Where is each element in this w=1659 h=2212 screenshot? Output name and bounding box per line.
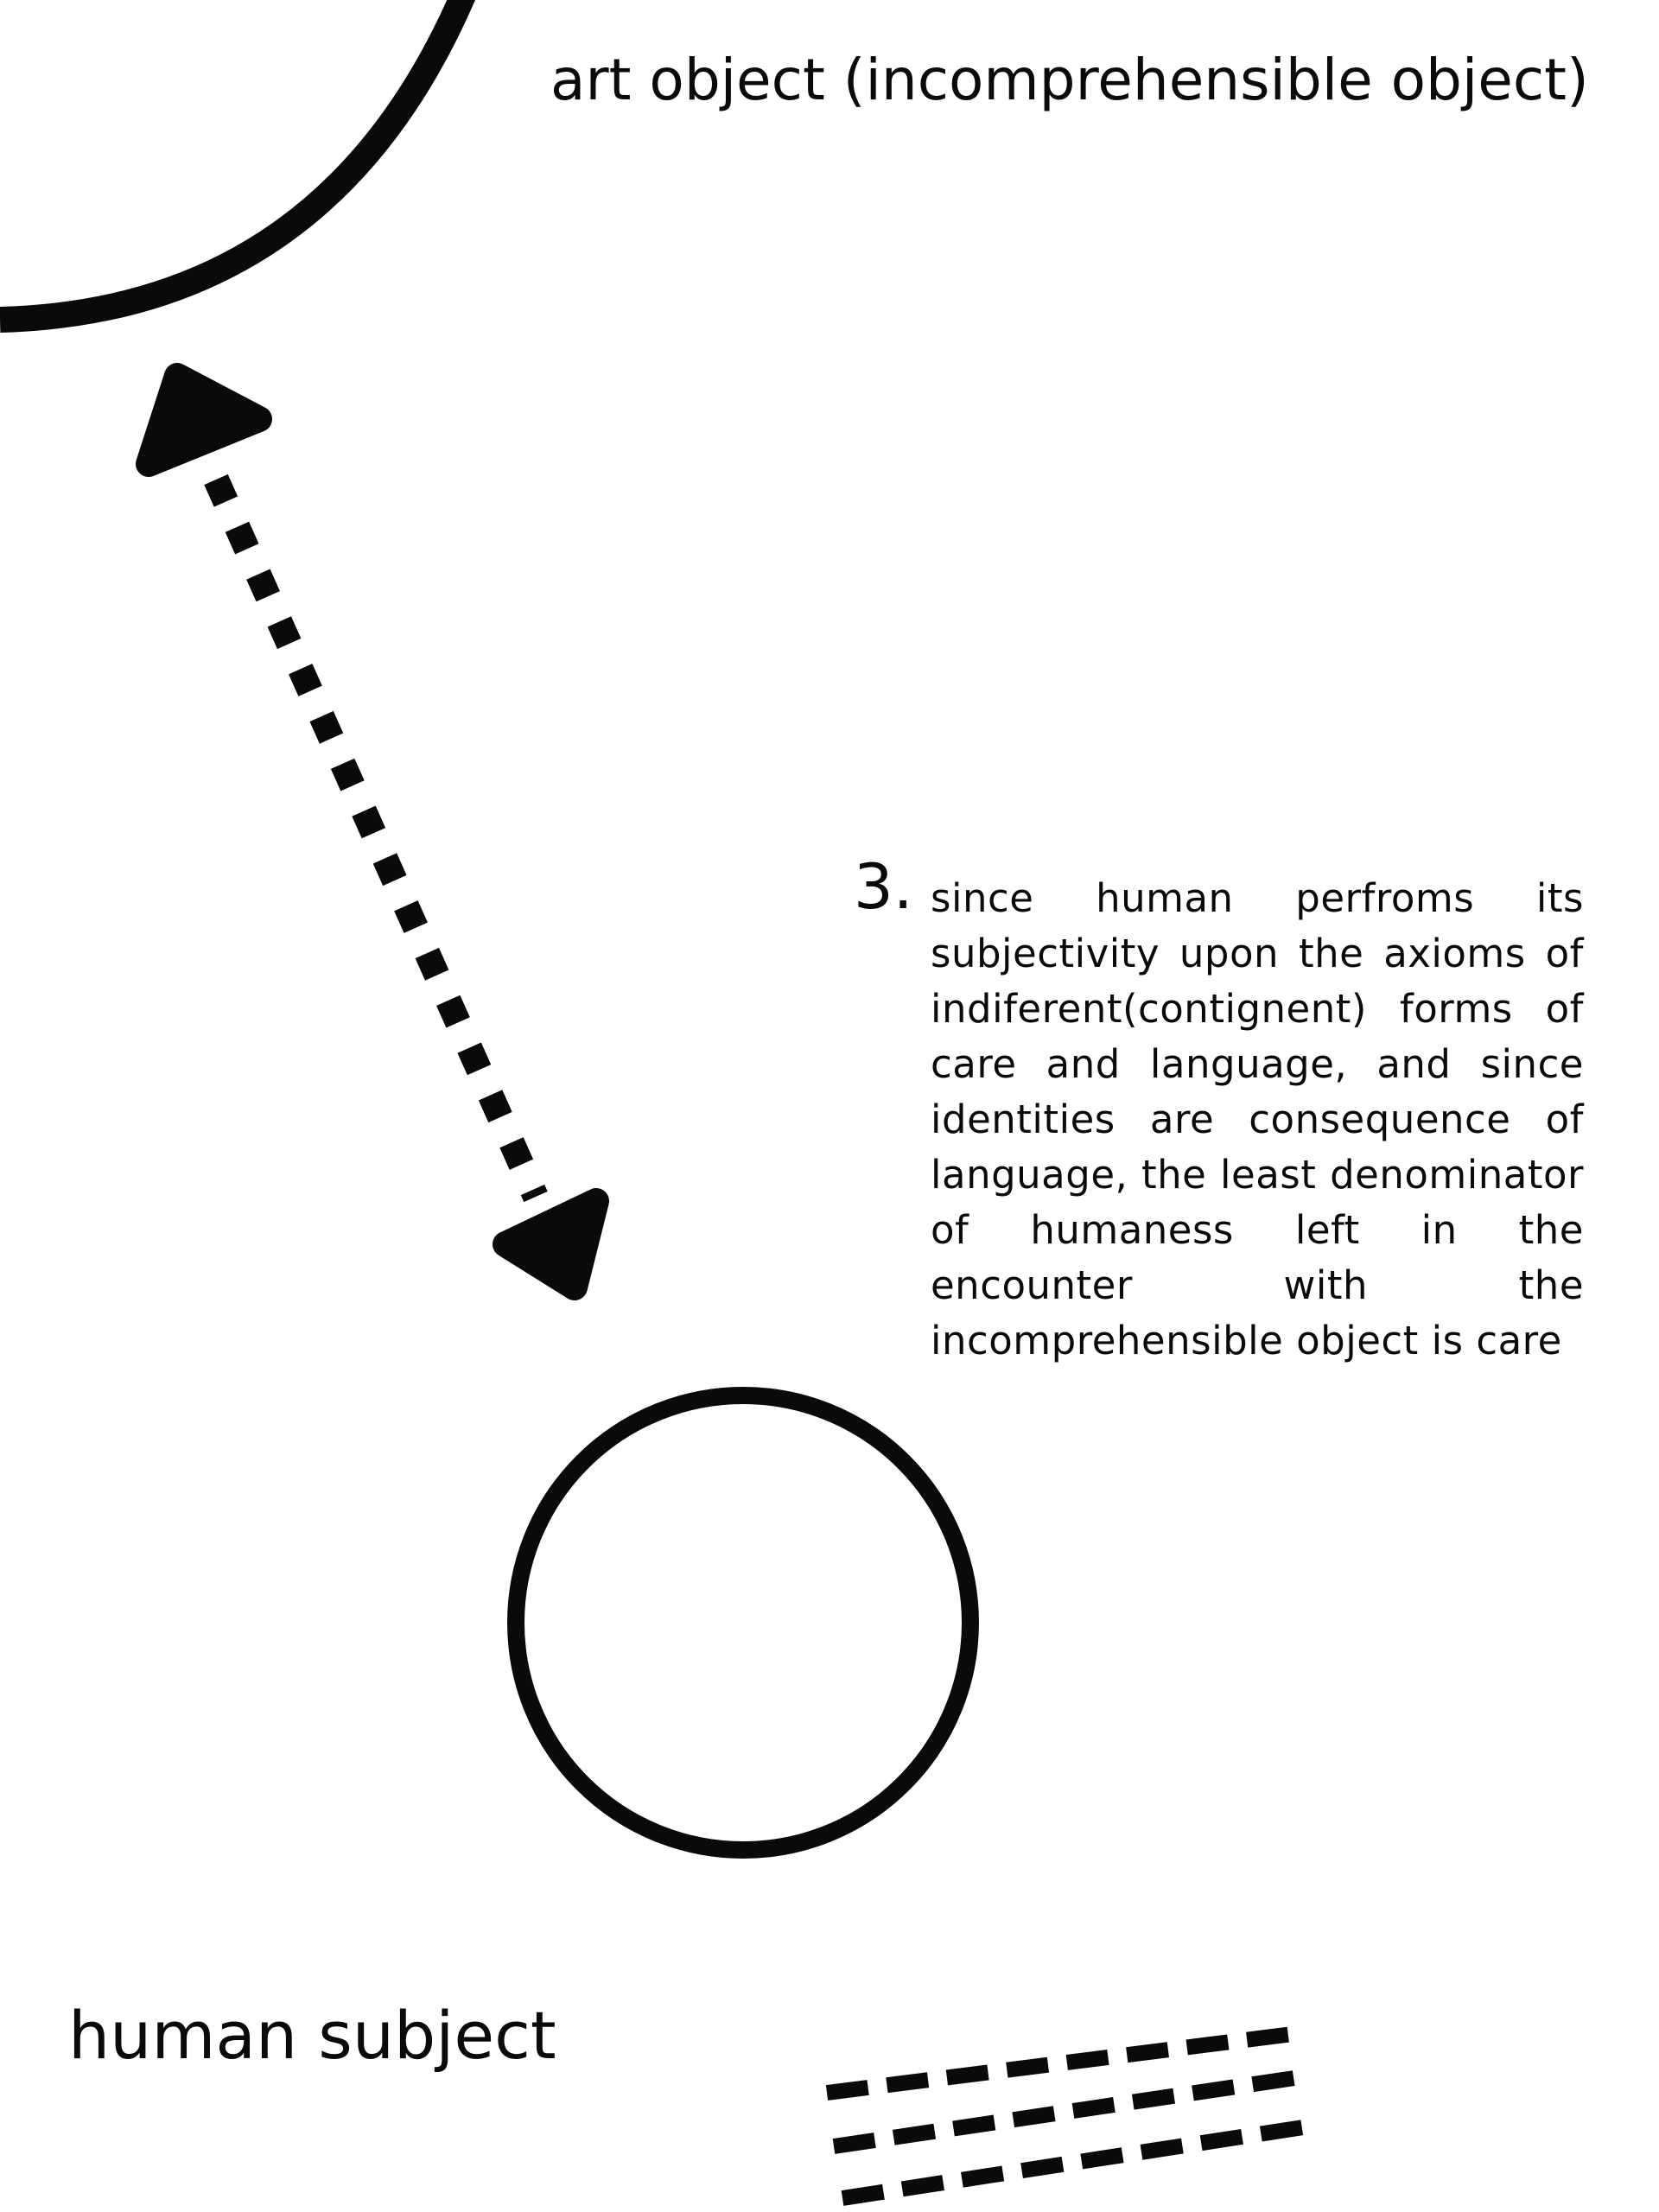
dashed-lines-decoration [827,2034,1309,2198]
arrowhead-down [505,1201,596,1287]
human-subject-circle [516,1395,970,1850]
art-object-circle [0,0,465,320]
art-object-label: art object (incomprehensible object) [550,47,1589,113]
dotted-arrow-shaft [216,480,536,1197]
dotted-double-arrow [149,376,596,1287]
note-text: since human perfroms its subjectivity upon the axioms of indiferent(contignent) forms of care and language, and since identities are consequence of language, the least denominator of humaness left in the encounter with the incomprehensible object is care [931,875,1584,1363]
human-subject-label: human subject [68,1997,556,2074]
note-number: 3. [854,850,913,923]
arrowhead-up [149,376,259,464]
